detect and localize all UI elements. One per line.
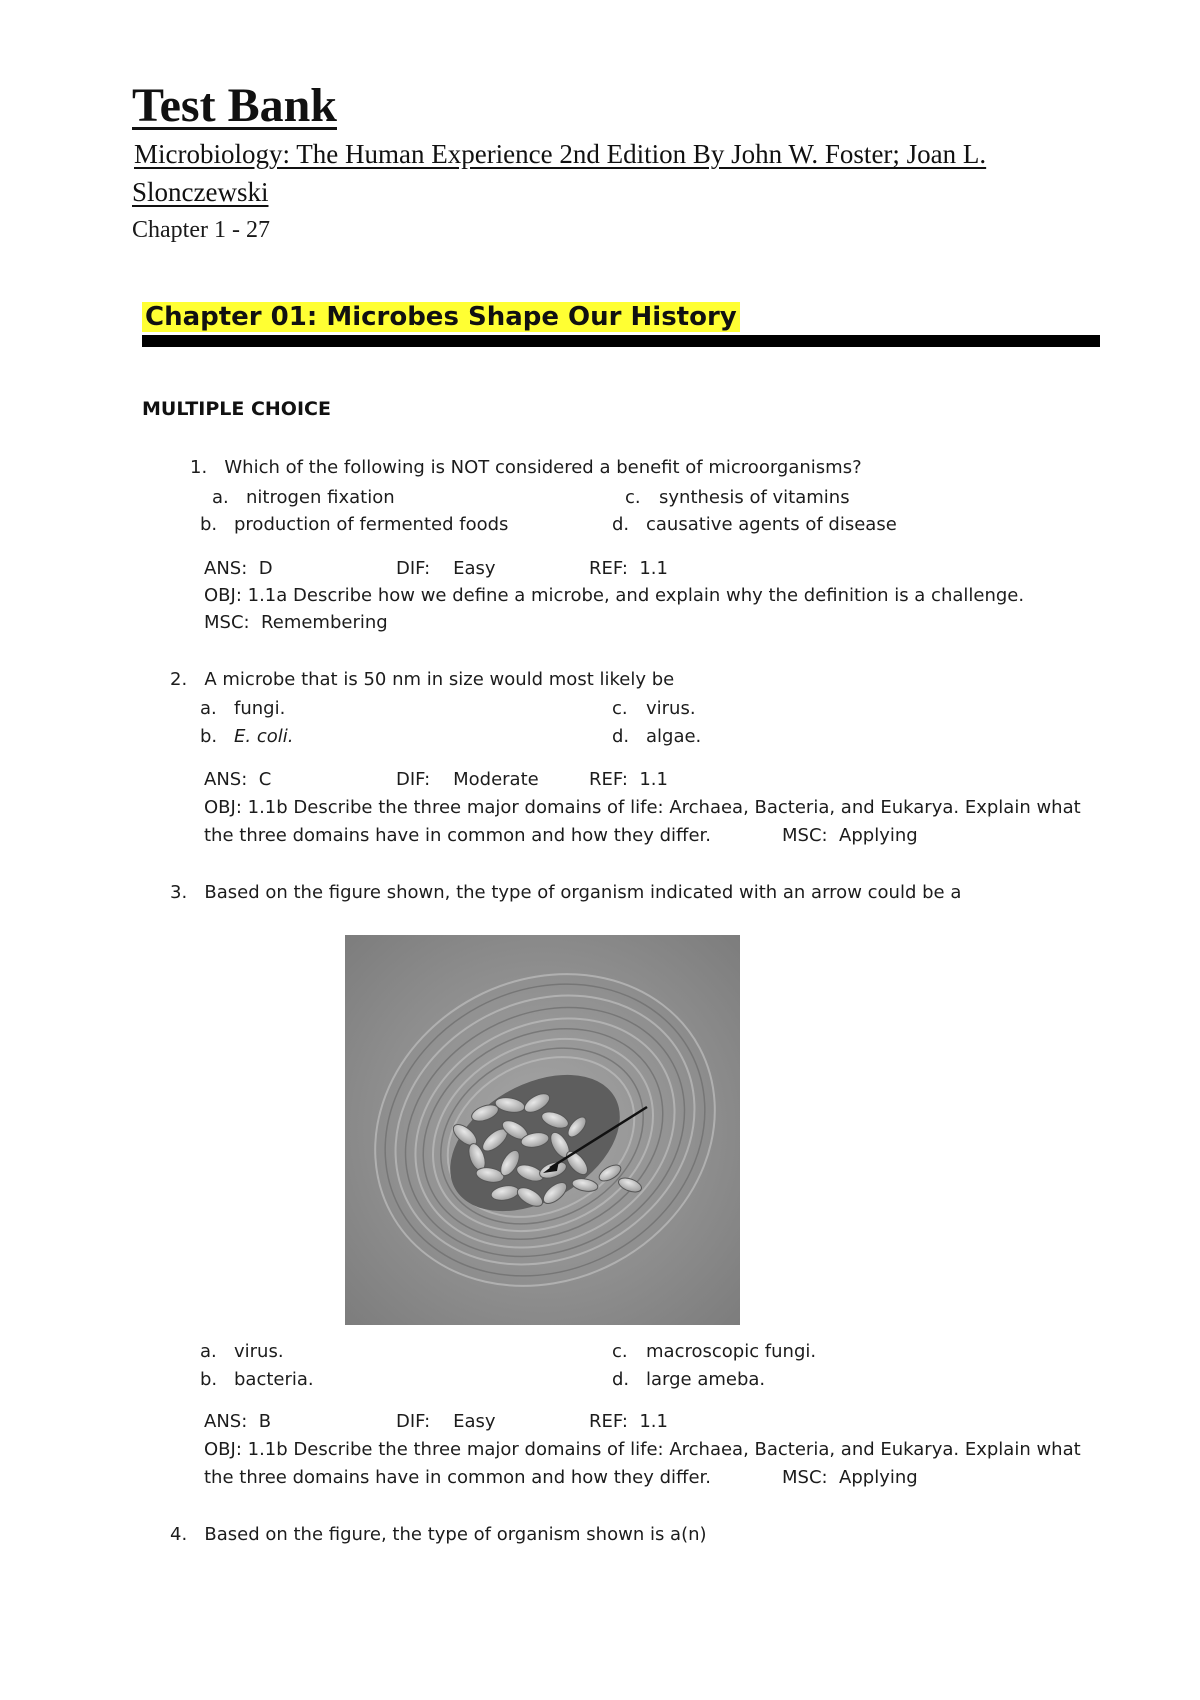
question-text: Which of the following is NOT considered a benefit of microorganisms? xyxy=(224,457,862,478)
question-3-reference: REF: 1.1 xyxy=(589,1411,668,1432)
question-2-answer-line: ANS: C xyxy=(204,769,272,790)
question-1-stem xyxy=(190,457,862,478)
question-number: 3. xyxy=(170,882,188,903)
question-1-difficulty: DIF: Easy xyxy=(396,558,496,579)
question-3-option-b: b. bacteria. xyxy=(200,1369,314,1390)
question-3-stem xyxy=(170,882,961,903)
question-3-option-d: d. large ameba. xyxy=(612,1369,766,1390)
question-1-answer-line: ANS: D xyxy=(204,558,273,579)
question-2-option-d: d. algae. xyxy=(612,726,702,747)
question-number: 1. xyxy=(190,457,208,478)
question-3-difficulty: DIF: Easy xyxy=(396,1411,496,1432)
question-3-answer-line: ANS: B xyxy=(204,1411,272,1432)
section-heading: MULTIPLE CHOICE xyxy=(142,398,331,420)
micrograph-figure xyxy=(345,935,740,1325)
micrograph-image xyxy=(345,935,740,1325)
question-2-reference: REF: 1.1 xyxy=(589,769,668,790)
question-1-objective: OBJ: 1.1a Describe how we define a microbe, and explain why the definition is a challenge. xyxy=(204,585,1025,606)
question-4-stem xyxy=(170,1524,707,1545)
question-3-objective: OBJ: 1.1b Describe the three major domains of life: Archaea, Bacteria, and Eukarya. Explain what xyxy=(204,1439,1081,1460)
question-1-option-c: c. synthesis of vitamins xyxy=(625,487,850,508)
question-3-objective-cont: the three domains have in common and how they differ. xyxy=(204,1467,711,1488)
question-text: A microbe that is 50 nm in size would most likely be xyxy=(204,669,675,690)
chapter-range: Chapter 1 - 27 xyxy=(132,217,270,243)
question-1-option-d: d. causative agents of disease xyxy=(612,514,897,535)
question-1-msc: MSC: Remembering xyxy=(204,612,388,633)
question-3-option-a: a. virus. xyxy=(200,1341,284,1362)
question-1-option-b: b. production of fermented foods xyxy=(200,514,509,535)
answer-value: C xyxy=(258,769,272,790)
question-text: Based on the figure shown, the type of organism indicated with an arrow could be a xyxy=(204,882,962,903)
book-title-line-1: Microbiology: The Human Experience 2nd Edition By John W. Foster; Joan L. xyxy=(134,139,987,169)
question-1-reference: REF: 1.1 xyxy=(589,558,668,579)
question-2-objective: OBJ: 1.1b Describe the three major domains of life: Archaea, Bacteria, and Eukarya. Explain what xyxy=(204,797,1081,818)
chapter-heading: Chapter 01: Microbes Shape Our History xyxy=(142,302,740,332)
book-title-line-2: Slonczewski xyxy=(132,177,269,207)
question-2-difficulty: DIF: Moderate xyxy=(396,769,539,790)
question-2-option-b: b. E. coli. xyxy=(200,726,294,747)
question-text: Based on the figure, the type of organism shown is a(n) xyxy=(204,1524,707,1545)
question-2-stem xyxy=(170,669,674,690)
question-3-msc: MSC: Applying xyxy=(782,1467,918,1488)
document-title: Test Bank xyxy=(132,79,337,132)
question-2-option-c: c. virus. xyxy=(612,698,696,719)
chapter-rule xyxy=(142,335,1100,347)
question-2-objective-cont: the three domains have in common and how they differ. xyxy=(204,825,711,846)
question-3-option-c: c. macroscopic fungi. xyxy=(612,1341,817,1362)
question-2-option-a: a. fungi. xyxy=(200,698,286,719)
question-number: 2. xyxy=(170,669,188,690)
question-2-msc: MSC: Applying xyxy=(782,825,918,846)
question-1-option-a: a. nitrogen fixation xyxy=(212,487,395,508)
answer-value: B xyxy=(258,1411,272,1432)
answer-value: D xyxy=(258,558,273,579)
question-number: 4. xyxy=(170,1524,188,1545)
